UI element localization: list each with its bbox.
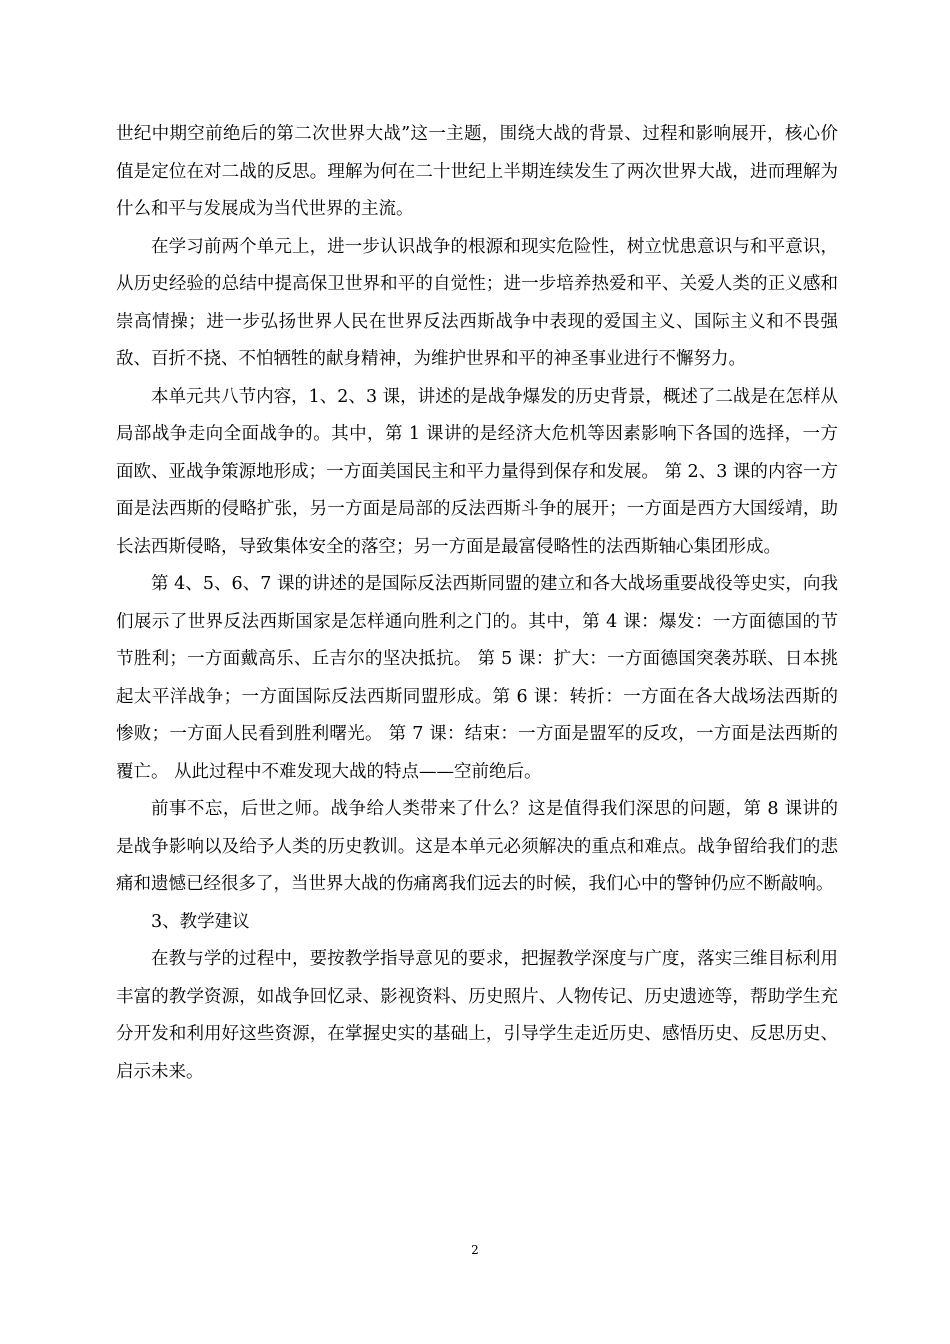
paragraph-teaching-suggestions: 在教与学的过程中，要按教学指导意见的要求，把握教学深度与广度，落实三维目标利用丰富的教学资源，如战争回忆录、影视资料、历史照片、人物传记、历史遗迹等，帮助学生充分开发和利用好这些资源，在掌握史实的基础上，引导学生走近历史、感悟历史、反思历史、启示未来。 [116, 949, 838, 1082]
paragraph-lesson-8: 前事不忘，后世之师。战争给人类带来了什么？这是值得我们深思的问题，第 8 课讲的是战争影响以及给予人类的历史教训。这是本单元必须解决的重点和难点。战争留给我们的悲痛和遗憾已经很多了，当世界大战的伤痛离我们远去的时候，我们心中的警钟仍应不断敲响。 [116, 799, 838, 894]
paragraph-theme-summary: 世纪中期空前绝后的第二次世界大战”这一主题，围绕大战的背景、过程和影响展开，核心价值是定位在对二战的反思。理解为何在二十世纪上半期连续发生了两次世界大战，进而理解为什么和平与发展成为当代世界的主流。 [116, 124, 838, 219]
page-number: 2 [471, 1243, 479, 1257]
paragraph-learning-goals: 在学习前两个单元上，进一步认识战争的根源和现实危险性，树立忧患意识与和平意识，从历史经验的总结中提高保卫世界和平的自觉性；进一步培养热爱和平、关爱人类的正义感和崇高情操；进一步弘扬世界人民在世界反法西斯战争中表现的爱国主义、国际主义和不畏强敌、百折不挠、不怕牺牲的献身精神，为维护世界和平的神圣事业进行不懈努力。 [116, 236, 838, 369]
paragraph-lessons-1-3: 本单元共八节内容，1、2、3 课，讲述的是战争爆发的历史背景，概述了二战是在怎样从局部战争走向全面战争的。其中，第 1 课讲的是经济大危机等因素影响下各国的选择，一方面欧、亚战争策源地形成；一方面美国民主和平力量得到保存和发展。 第 2、3 课的内容一方面是法西斯的侵略扩张，另一方面是局部的反法西斯斗争的展开；一方面是西方大国绥靖，助长法西斯侵略，导致集体安全的落空；另一方面是最富侵略性的法西斯轴心集团形成。 [116, 386, 838, 557]
paragraph-lessons-4-7: 第 4、5、6、7 课的讲述的是国际反法西斯同盟的建立和各大战场重要战役等史实，向我们展示了世界反法西斯国家是怎样通向胜利之门的。其中，第 4 课：爆发：一方面德国的节节胜利；一方面戴高乐、丘吉尔的坚决抵抗。 第 5 课：扩大：一方面德国突袭苏联、日本挑起太平洋战争；一方面国际反法西斯同盟形成。第 6 课：转折：一方面在各大战场法西斯的惨败；一方面人民看到胜利曙光。 第 7 课：结束：一方面是盟军的反攻，一方面是法西斯的覆亡。 从此过程中不难发现大战的特点——空前绝后。 [116, 574, 838, 782]
section-heading-teaching-suggestions: 3、教学建议 [151, 911, 250, 932]
document-body [116, 116, 838, 1091]
